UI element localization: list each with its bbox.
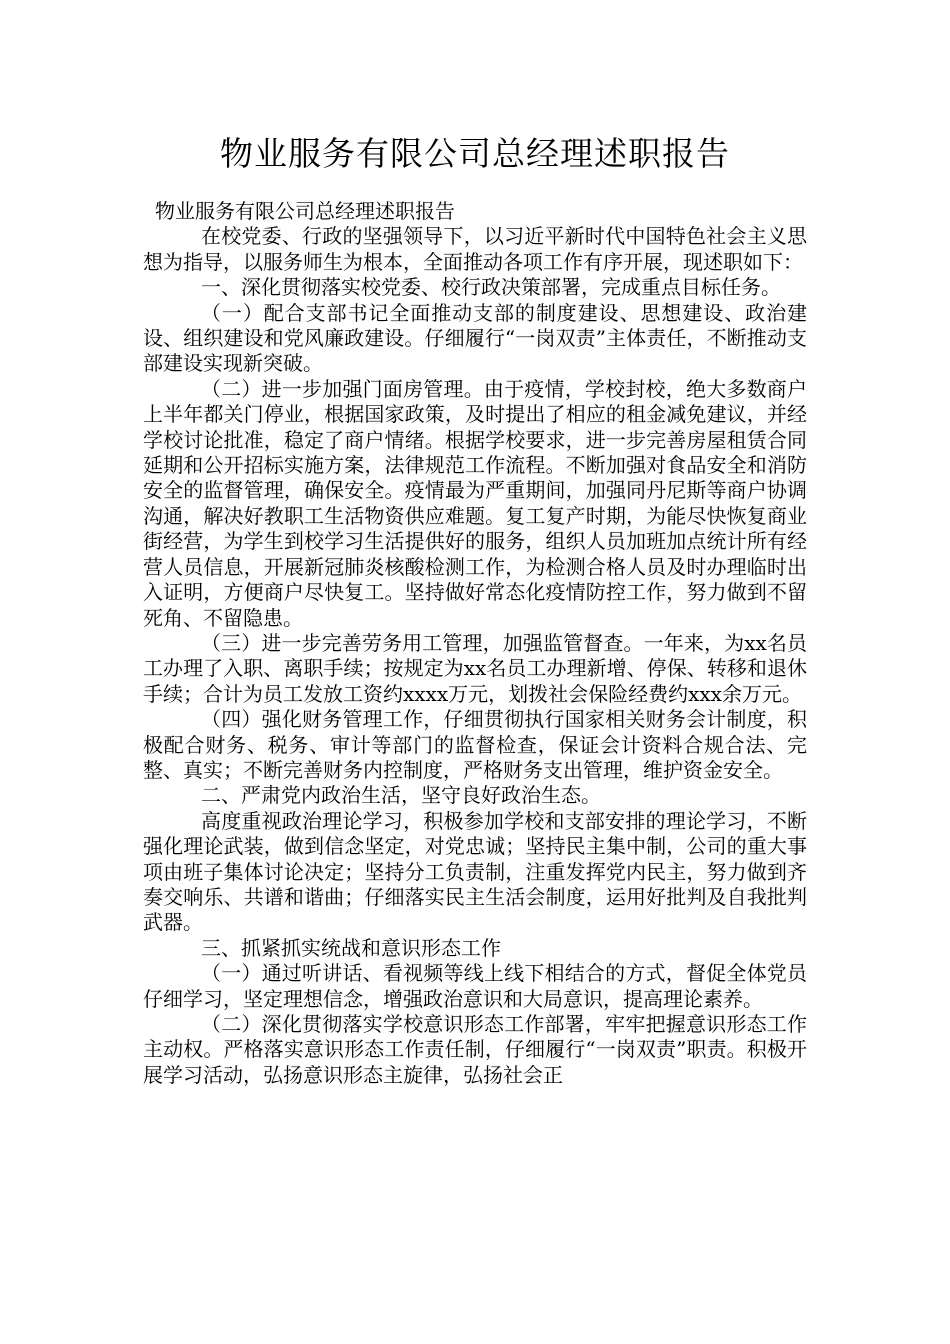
subtitle-paragraph: 物业服务有限公司总经理述职报告 bbox=[155, 199, 455, 223]
intro-paragraph: 在校党委、行政的坚强领导下，以习近平新时代中国特色社会主义思想为指导，以服务师生为根本，全面推动各项工作有序开展，现述职如下： bbox=[143, 224, 807, 274]
paragraph-2: 高度重视政治理论学习，积极参加学校和支部安排的理论学习，不断强化理论武装，做到信念坚定，对党忠诚；坚持民主集中制，公司的重大事项由班子集体讨论决定；坚持分工负责制，注重发挥党内民主，努力做到齐奏交响乐、共谱和谐曲；仔细落实民主生活会制度，运用好批判及自我批判武器。 bbox=[143, 808, 807, 935]
document-title: 物业服务有限公司总经理述职报告 bbox=[220, 134, 730, 173]
paragraph-3-1: （一）通过听讲话、看视频等线上线下相结合的方式，督促全体党员仔细学习，坚定理想信念，增强政治意识和大局意识，提高理论素养。 bbox=[143, 961, 807, 1011]
paragraph-1-3: （三）进一步完善劳务用工管理，加强监管督查。一年来，为xx名员工办理了入职、离职手续；按规定为xx名员工办理新增、停保、转移和退休手续；合计为员工发放工资约xxxx万元，划拨社会保险经费约xxx余万元。 bbox=[143, 630, 807, 706]
paragraph-1-1: （一）配合支部书记全面推动支部的制度建设、思想建设、政治建设、组织建设和党风廉政建设。仔细履行“一岗双责”主体责任，不断推动支部建设实现新突破。 bbox=[143, 300, 807, 376]
paragraph-1-4: （四）强化财务管理工作，仔细贯彻执行国家相关财务会计制度，积极配合财务、税务、审计等部门的监督检查，保证会计资料合规合法、完整、真实；不断完善财务内控制度，严格财务支出管理，维护资金安全。 bbox=[143, 707, 807, 782]
section-heading-1: 一、深化贯彻落实校党委、校行政决策部署，完成重点目标任务。 bbox=[201, 275, 781, 300]
paragraph-3-2: （二）深化贯彻落实学校意识形态工作部署，牢牢把握意识形态工作主动权。严格落实意识形态工作责任制，仔细履行“一岗双责”职责。积极开展学习活动，弘扬意识形态主旋律，弘扬社会正 bbox=[143, 1012, 807, 1087]
document-body bbox=[143, 199, 807, 1088]
section-heading-2: 二、严肃党内政治生活，坚守良好政治生态。 bbox=[201, 783, 601, 808]
paragraph-1-2: （二）进一步加强门面房管理。由于疫情，学校封校，绝大多数商户上半年都关门停业，根据国家政策，及时提出了相应的租金减免建议，并经学校讨论批准，稳定了商户情绪。根据学校要求，进一步完善房屋租赁合同延期和公开招标实施方案，法律规范工作流程。不断加强对食品安全和消防安全的监督管理，确保安全。疫情最为严重期间，加强同丹尼斯等商户协调沟通，解决好教职工生活物资供应难题。复工复产时期，为能尽快恢复商业街经营，为学生到校学习生活提供好的服务，组织人员加班加点统计所有经营人员信息，开展新冠肺炎核酸检测工作，为检测合格人员及时办理临时出入证明，方便商户尽快复工。坚持做好常态化疫情防控工作，努力做到不留死角、不留隐患。 bbox=[143, 376, 807, 630]
section-heading-3: 三、抓紧抓实统战和意识形态工作 bbox=[201, 935, 501, 960]
